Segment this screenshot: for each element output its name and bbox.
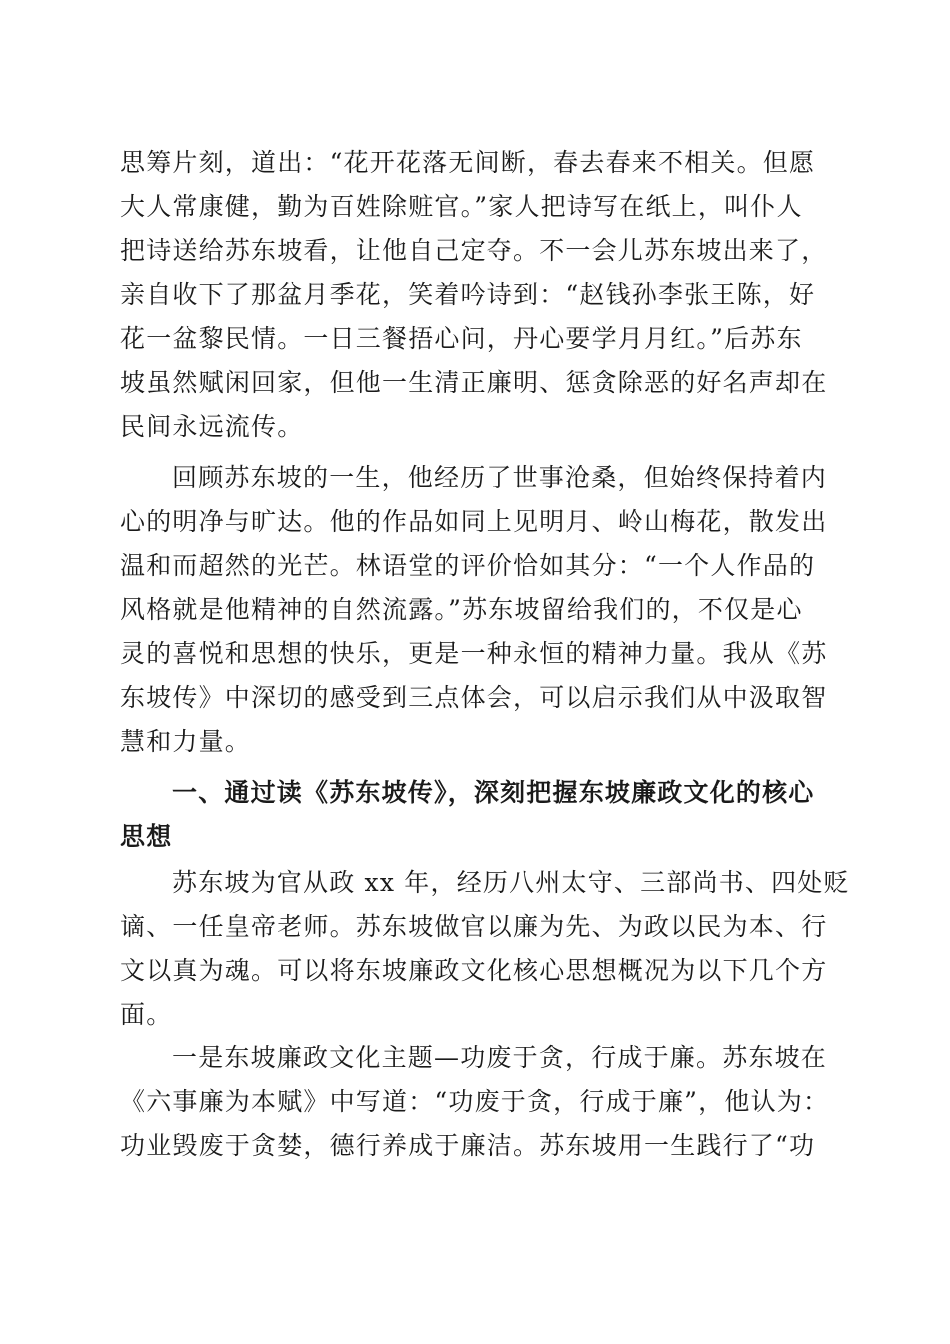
text-line: 东坡传》中深切的感受到三点体会，可以启示我们从中汲取智 — [120, 683, 828, 712]
text-line: 温和而超然的光芒。林语堂的评价恰如其分：“一个人作品的 — [120, 551, 816, 580]
text-line: 思筹片刻，道出：“花开花落无间断，春去春来不相关。但愿 — [120, 148, 816, 177]
text-line: 文以真为魂。可以将东坡廉政文化核心思想概况为以下几个方 — [120, 956, 828, 985]
paragraph-review — [120, 456, 832, 764]
paragraph-career — [120, 861, 850, 1037]
text-line: 一是东坡廉政文化主题—功废于贪，行成于廉。苏东坡在 — [172, 1043, 828, 1072]
paragraph-story-ending — [120, 141, 832, 449]
text-line: 民间永远流传。 — [120, 412, 304, 441]
text-line: 把诗送给苏东坡看，让他自己定夺。不一会儿苏东坡出来了， — [120, 236, 828, 265]
text-line: 大人常康健，勤为百姓除赃官。”家人把诗写在纸上，叫仆人 — [120, 192, 803, 221]
text-line: 灵的喜悦和思想的快乐，更是一种永恒的精神力量。我从《苏 — [120, 639, 828, 668]
text-line: 功业毁废于贪婪，德行养成于廉洁。苏东坡用一生践行了“功 — [120, 1131, 816, 1160]
heading-line: 一、通过读《苏东坡传》，深刻把握东坡廉政文化的核心 — [172, 778, 815, 807]
paragraph-theme — [120, 1036, 832, 1168]
text-line: 《六事廉为本赋》中写道：“功废于贪，行成于廉”，他认为： — [120, 1087, 830, 1116]
text-line: 坡虽然赋闲回家，但他一生清正廉明、惩贪除恶的好名声却在 — [120, 368, 828, 397]
text-line: 亲自收下了那盆月季花，笑着吟诗到：“赵钱孙李张王陈，好 — [120, 280, 816, 309]
section-heading — [120, 771, 832, 859]
text-line: 心的明净与旷达。他的作品如同上见明月、岭山梅花，散发出 — [120, 507, 828, 536]
text-line: 谪、一任皇帝老师。苏东坡做官以廉为先、为政以民为本、行 — [120, 912, 828, 941]
text-line: 面。 — [120, 1000, 173, 1029]
text-line: 回顾苏东坡的一生，他经历了世事沧桑，但始终保持着内 — [172, 463, 828, 492]
text-line: 慧和力量。 — [120, 727, 252, 756]
text-line: 风格就是他精神的自然流露。”苏东坡留给我们的，不仅是心 — [120, 595, 803, 624]
text-line: 花一盆黎民情。一日三餐捂心问，丹心要学月月红。”后苏东 — [120, 324, 803, 353]
text-line: 苏东坡为官从政 xx 年，经历八州太守、三部尚书、四处贬 — [172, 868, 850, 897]
heading-line: 思想 — [120, 822, 173, 851]
